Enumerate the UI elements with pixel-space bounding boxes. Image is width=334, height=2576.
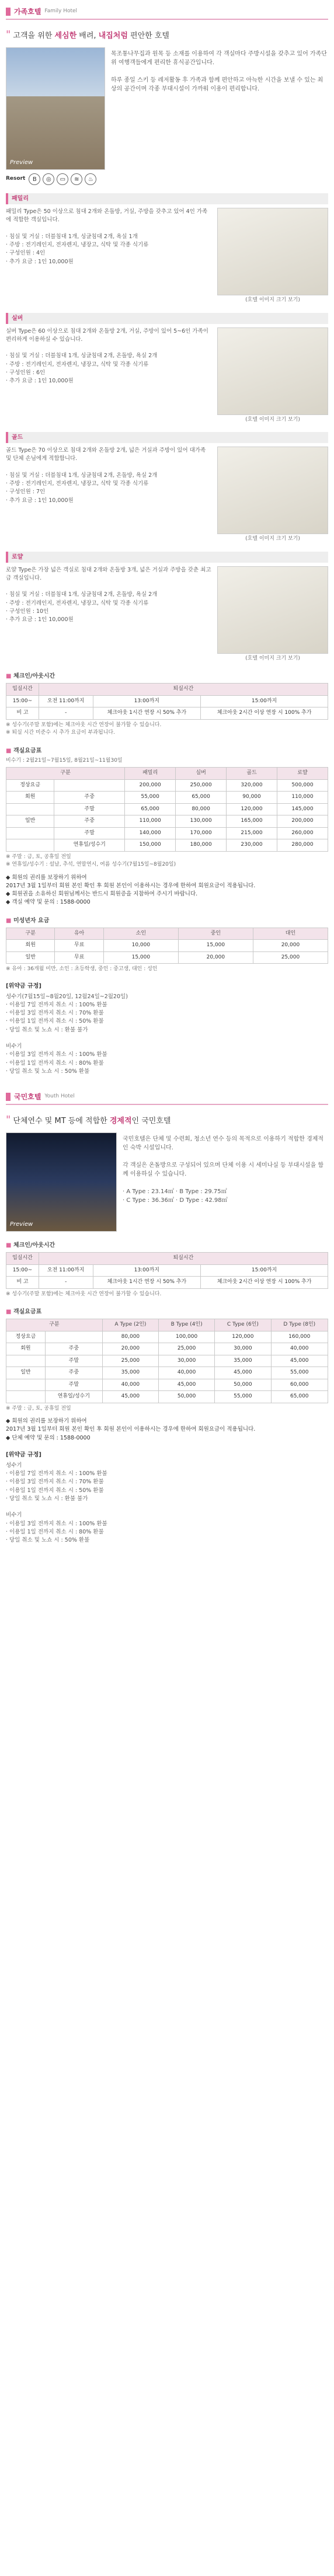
family-checkin-title: ■ 체크인/아웃시간 — [6, 672, 328, 681]
child-cell: 회원 — [6, 940, 55, 952]
tagline-text: 고객을 위한 — [13, 32, 55, 40]
table-row — [6, 951, 328, 964]
child-cell: 무료 — [55, 951, 103, 964]
rate-cell: 일반 — [6, 1367, 46, 1379]
rate-cell: 30,000 — [159, 1355, 215, 1367]
policy-title: [위약금 규정] — [6, 1451, 41, 1458]
resort-label: Resort — [6, 176, 26, 182]
child-cell: 20,000 — [178, 951, 253, 964]
child-cell: 15,000 — [103, 951, 178, 964]
youth-checkin-note: ※ 성수기(주말 포함)에는 체크아웃 시간 연장이 불가할 수 있습니다. — [6, 1291, 162, 1297]
rate-cell: 65,000 — [125, 803, 176, 815]
table-row — [6, 1367, 328, 1379]
family-policy — [6, 982, 328, 1076]
family-hotel-photo[interactable] — [6, 47, 105, 170]
rate-cell — [45, 1331, 102, 1343]
bath-icon: ◎ — [43, 173, 54, 185]
room-photo[interactable] — [217, 327, 328, 415]
rate-cell: 55,000 — [125, 792, 176, 804]
rate-cell: 200,000 — [125, 779, 176, 792]
room-title: 골드 — [6, 432, 328, 443]
kitchen-icon: ♨ — [85, 173, 96, 185]
rate-cell: 20,000 — [102, 1343, 158, 1355]
amenity-icons — [6, 173, 105, 185]
room-title: 패밀리 — [6, 193, 328, 204]
rate-cell: 일반 — [6, 815, 54, 828]
remark-cell: - — [39, 1277, 93, 1289]
rate-cell: 60,000 — [271, 1379, 328, 1391]
quote-icon: " — [6, 1114, 11, 1126]
rate-cell: 50,000 — [215, 1379, 271, 1391]
remark-cell: 체크아웃 1시간 연장 시 50% 추가 — [93, 1277, 201, 1289]
section-subtitle: Youth Hotel — [44, 1093, 75, 1100]
table-row — [6, 1391, 328, 1403]
rate-cell — [6, 1379, 46, 1391]
rate-cell: 65,000 — [176, 792, 227, 804]
checkout-time: 13:00까지 — [93, 695, 201, 707]
rate-cell: 165,000 — [227, 815, 277, 828]
family-tagline — [6, 27, 328, 43]
quote-icon: " — [6, 29, 11, 41]
rate-cell: 연휴일/성수기 — [54, 839, 125, 852]
rate-cell: 주말 — [54, 803, 125, 815]
youth-hotel-header — [6, 1090, 328, 1105]
table-row — [6, 792, 328, 804]
checkout-header: 퇴실시간 — [39, 684, 328, 696]
rate-cell: 50,000 — [159, 1391, 215, 1403]
youth-rates-note: ※ 주말 : 금, 토, 공휴일 전일 — [6, 1405, 71, 1411]
rate-cell: 주중 — [45, 1343, 102, 1355]
family-rates-period: 비수기 : 2월21일~7월15일, 8월21일~11월30일 — [6, 757, 123, 764]
remark-cell: 체크아웃 2시간 이상 연장 시 100% 추가 — [201, 707, 328, 720]
rate-header: A Type (2인) — [102, 1319, 158, 1331]
rate-cell — [6, 1391, 46, 1403]
rate-header: 패밀리 — [125, 768, 176, 780]
child-cell: 20,000 — [253, 940, 328, 952]
rate-cell: 40,000 — [159, 1367, 215, 1379]
rate-cell: 230,000 — [227, 839, 277, 852]
youth-checkin-title: ■ 체크인/아웃시간 — [6, 1241, 328, 1250]
rate-cell: 90,000 — [227, 792, 277, 804]
child-cell: 일반 — [6, 951, 55, 964]
room-list — [6, 193, 328, 663]
family-intro — [6, 47, 328, 185]
table-row — [6, 940, 328, 952]
rate-cell: 35,000 — [215, 1355, 271, 1367]
checkout-time: 15:00까지 — [201, 1264, 328, 1277]
rate-header: 실버 — [176, 768, 227, 780]
room-photo-caption[interactable]: (호텔 이미지 크기 보기) — [245, 536, 300, 542]
table-row — [6, 815, 328, 828]
family-child-note: ※ 유아 : 36개월 미만, 소인 : 초등학생, 중인 : 중고생, 대인 : 성인 — [6, 966, 158, 972]
child-header: 중인 — [178, 928, 253, 940]
room-body — [6, 566, 328, 663]
rate-cell: 500,000 — [277, 779, 328, 792]
table-row — [6, 1379, 328, 1391]
rate-cell: 145,000 — [277, 803, 328, 815]
rate-cell: 정상요금 — [6, 1331, 46, 1343]
tagline-highlight: 세심한 — [54, 32, 77, 40]
rate-cell: 주말 — [45, 1355, 102, 1367]
rate-cell: 45,000 — [271, 1355, 328, 1367]
youth-rates-table — [6, 1319, 328, 1403]
rate-cell: 정상요금 — [6, 779, 54, 792]
rate-cell: 30,000 — [215, 1343, 271, 1355]
rate-cell — [54, 779, 125, 792]
rate-cell: 170,000 — [176, 827, 227, 839]
child-header: 소인 — [103, 928, 178, 940]
rate-cell: 회원 — [6, 1343, 46, 1355]
rate-cell: 주중 — [54, 792, 125, 804]
rate-cell: 35,000 — [102, 1367, 158, 1379]
checkout-header: 퇴실시간 — [39, 1253, 328, 1265]
section-subtitle: Family Hotel — [44, 8, 78, 15]
family-intro-text: 목조통나무집과 원목 등 소재를 이용하여 각 객실마다 주방시설을 갖추고 있어 가족단위 여행객들에게 편리한 휴식공간입니다. 하루 종일 스키 등 레저활동 후 가족과 함께 편안하고 아늑한 시간을 보낼 수 있는 최상의 공간이며 각종 부대시설이 가까워 이용이 편리합니다. — [111, 51, 327, 92]
rate-cell: 25,000 — [102, 1355, 158, 1367]
section-bullet-icon — [6, 1093, 11, 1101]
rate-cell: 45,000 — [159, 1379, 215, 1391]
tv-icon: ▭ — [57, 173, 68, 185]
room-block — [6, 313, 328, 424]
child-header: 유아 — [55, 928, 103, 940]
room-photo-caption[interactable]: (호텔 이미지 크기 보기) — [245, 655, 300, 661]
rate-cell: 320,000 — [227, 779, 277, 792]
rate-header: 구분 — [6, 768, 125, 780]
remark-cell: - — [39, 707, 93, 720]
table-row — [6, 779, 328, 792]
tagline-highlight: 내집처럼 — [98, 32, 128, 40]
rate-cell: 140,000 — [125, 827, 176, 839]
checkout-time: 오전 11:00까지 — [39, 1264, 93, 1277]
child-cell: 15,000 — [178, 940, 253, 952]
table-row — [6, 1331, 328, 1343]
table-row — [6, 839, 328, 852]
family-member-notice: ◆ 회원의 권리를 보장하기 위하여 2017년 3월 1일부터 회원 본인 확인 후 회원 본인이 이용하시는 경우에 한하여 회원요금이 적용됩니다. ◆ 회원권을 소유하신 회원님께서는 반드시 회원증을 지참하여 주시기 바랍니다. ◆ 객실 예약 및 문의 : 1588-0000 — [6, 874, 256, 906]
rate-cell — [6, 839, 54, 852]
room-title: 실버 — [6, 313, 328, 324]
checkout-time: 13:00까지 — [93, 1264, 201, 1277]
rate-cell: 250,000 — [176, 779, 227, 792]
rate-cell: 80,000 — [102, 1331, 158, 1343]
rate-cell: 110,000 — [277, 792, 328, 804]
policy-lines: 성수기 · 이용일 7일 전까지 취소 시 : 100% 환불 · 이용일 3일 전까지 취소 시 : 70% 환불 · 이용일 1일 전까지 취소 시 : 50% 환불 · 당일 취소 및 노쇼 시 : 환불 불가 비수기 · 이용일 3일 전까지 취소 시 : 100% 환불 · 이용일 1일 전까지 취소 시 : 80% 환불 · 당일 취소 및 노쇼 시 : 50% 환불 — [6, 1462, 107, 1543]
rate-header: 골드 — [227, 768, 277, 780]
table-row — [6, 827, 328, 839]
rate-cell: 주중 — [54, 815, 125, 828]
rate-cell: 주중 — [45, 1367, 102, 1379]
rate-cell — [6, 1355, 46, 1367]
rate-cell: 180,000 — [176, 839, 227, 852]
remark-cell: 체크아웃 2시간 이상 연장 시 100% 추가 — [201, 1277, 328, 1289]
remark-cell: 체크아웃 1시간 연장 시 50% 추가 — [93, 707, 201, 720]
child-cell: 25,000 — [253, 951, 328, 964]
rate-cell — [6, 827, 54, 839]
room-photo-caption[interactable]: (호텔 이미지 크기 보기) — [245, 297, 300, 303]
youth-intro-text: 국민호텔은 단체 및 수련회, 청소년 연수 등의 목적으로 이용하기 적합한 경제적인 숙박 시설입니다. 각 객실은 온돌방으로 구성되어 있으며 단체 이용 시 세미나실 등 부대시설을 함께 이용하실 수 있습니다. · A Type : 23.14㎡ · B Type : 29.75㎡ · C Type : 36.36㎡ · D Type : 42.98㎡ — [123, 1136, 324, 1204]
youth-intro — [6, 1132, 328, 1232]
family-rates-table — [6, 767, 328, 852]
section-title: 국민호텔 — [14, 1093, 41, 1101]
rate-cell: 80,000 — [176, 803, 227, 815]
family-child-table — [6, 928, 328, 964]
family-checkin-table — [6, 683, 328, 720]
room-description: 패밀리 Type은 50 이상으로 침대 2개와 온돌방, 거실, 주방을 갖추고 있어 4인 가족에 적합한 객실입니다. · 침실 및 거실 : 더블침대 1개, 싱글침대 2개, 욕실 1개 · 주방 : 전기레인지, 전자렌지, 냉장고, 식탁 및 각종 식기류 · 구성인원 : 4인 · 추가 요금 : 1인 10,000원 — [6, 208, 208, 265]
policy-lines: 성수기(7월15일~8월20일, 12월24일~2월20일) · 이용일 7일 전까지 취소 시 : 100% 환불 · 이용일 3일 전까지 취소 시 : 70% 환불 · 이용일 1일 전까지 취소 시 : 50% 환불 · 당일 취소 및 노쇼 시 : 환불 불가 비수기 · 이용일 3일 전까지 취소 시 : 100% 환불 · 이용일 1일 전까지 취소 시 : 80% 환불 · 당일 취소 및 노쇼 시 : 50% 환불 — [6, 993, 128, 1075]
rate-cell: 100,000 — [159, 1331, 215, 1343]
rate-header: B Type (4인) — [159, 1319, 215, 1331]
room-block — [6, 432, 328, 543]
room-description: 실버 Type은 60 이상으로 침대 2개와 온돌방 2개, 거실, 주방이 있어 5~6인 가족이 편리하게 이용하실 수 있습니다. · 침실 및 거실 : 더블침대 1개, 싱글침대 2개, 온돌방, 욕실 2개 · 주방 : 전기레인지, 전자렌지, 냉장고, 식탁 및 각종 식기류 · 구성인원 : 6인 · 추가 요금 : 1인 10,000원 — [6, 327, 208, 384]
checkin-header: 입실시간 — [6, 684, 39, 696]
family-checkin-note: ※ 성수기(주말 포함)에는 체크아웃 시간 연장이 불가할 수 있습니다. ※ 퇴실 시간 미준수 시 추가 요금이 부과됩니다. — [6, 721, 162, 735]
rate-cell: 120,000 — [215, 1331, 271, 1343]
section-bullet-icon — [6, 8, 11, 16]
tagline-text: 단체연수 및 MT 등에 적합한 — [13, 1117, 110, 1125]
rate-cell: 25,000 — [159, 1343, 215, 1355]
rate-cell: 주말 — [54, 827, 125, 839]
youth-hotel-photo[interactable] — [6, 1132, 117, 1232]
rate-header: 구분 — [6, 1319, 103, 1331]
remark-label: 비 고 — [6, 707, 39, 720]
rate-cell: 110,000 — [125, 815, 176, 828]
rate-header: 로얄 — [277, 768, 328, 780]
rate-cell: 130,000 — [176, 815, 227, 828]
room-body — [6, 208, 328, 305]
tagline-text: 인 국민호텔 — [131, 1117, 171, 1125]
rate-cell: 200,000 — [277, 815, 328, 828]
remark-label: 비 고 — [6, 1277, 39, 1289]
rate-cell: 40,000 — [271, 1343, 328, 1355]
rate-cell — [6, 803, 54, 815]
family-rates-note: ※ 주말 : 금, 토, 공휴일 전일 ※ 연휴일/성수기 : 설날, 추석, 연말연시, 여름 성수기(7월15일~8월20일) — [6, 853, 176, 867]
rate-cell: 280,000 — [277, 839, 328, 852]
child-header: 구분 — [6, 928, 55, 940]
preview-label: Preview — [10, 1221, 33, 1228]
rate-cell: 120,000 — [227, 803, 277, 815]
child-header: 대인 — [253, 928, 328, 940]
room-photo[interactable] — [217, 566, 328, 654]
family-child-title: ■ 미성년자 요금 — [6, 916, 328, 925]
youth-policy — [6, 1451, 328, 1545]
room-title: 로얄 — [6, 552, 328, 563]
rate-cell: 260,000 — [277, 827, 328, 839]
room-photo[interactable] — [217, 208, 328, 295]
checkout-time: 오전 11:00까지 — [39, 695, 93, 707]
rate-cell: 연휴일/성수기 — [45, 1391, 102, 1403]
room-body — [6, 447, 328, 543]
room-photo[interactable] — [217, 447, 328, 534]
tagline-text: 편안한 호텔 — [127, 32, 169, 40]
policy-title: [위약금 규정] — [6, 982, 41, 989]
rate-cell: 215,000 — [227, 827, 277, 839]
rate-cell: 회원 — [6, 792, 54, 804]
checkout-time: 15:00까지 — [201, 695, 328, 707]
room-photo-caption[interactable]: (호텔 이미지 크기 보기) — [245, 416, 300, 423]
checkin-header: 입실시간 — [6, 1253, 39, 1265]
preview-label: Preview — [10, 159, 33, 166]
room-block — [6, 552, 328, 663]
youth-tagline — [6, 1112, 328, 1128]
room-description: 골드 Type은 70 이상으로 침대 2개와 온돌방 2개, 넓은 거실과 주방이 있어 대가족 및 단체 손님에게 적합합니다. · 침실 및 거실 : 더블침대 1개, 싱글침대 2개, 온돌방, 욕실 2개 · 주방 : 전기레인지, 전자렌지, 냉장고, 식탁 및 각종 식기류 · 구성인원 : 7인 · 추가 요금 : 1인 10,000원 — [6, 447, 206, 504]
rate-cell: 40,000 — [102, 1379, 158, 1391]
youth-member-notice: ◆ 회원의 권리를 보장하기 위하여 2017년 3월 1일부터 회원 본인 확인 후 회원 본인이 이용하시는 경우에 한하여 회원요금이 적용됩니다. ◆ 단체 예약 및 문의 : 1588-0000 — [6, 1418, 256, 1441]
table-row — [6, 803, 328, 815]
rate-cell: 주말 — [45, 1379, 102, 1391]
rate-cell: 150,000 — [125, 839, 176, 852]
rate-cell: 65,000 — [271, 1391, 328, 1403]
youth-checkin-table — [6, 1252, 328, 1289]
wifi-icon: ≋ — [71, 173, 82, 185]
tagline-highlight: 경제적 — [109, 1117, 132, 1125]
rate-cell: 55,000 — [215, 1391, 271, 1403]
rate-header: D Type (8인) — [271, 1319, 328, 1331]
table-row — [6, 1355, 328, 1367]
table-row — [6, 1343, 328, 1355]
checkin-time: 15:00~ — [6, 1264, 39, 1277]
family-rates-title: ■ 객실요금표 — [6, 747, 328, 755]
rate-cell: 45,000 — [215, 1367, 271, 1379]
section-title: 가족호텔 — [14, 8, 41, 16]
bed-icon: B — [29, 173, 40, 185]
tagline-text: 배려, — [76, 32, 99, 40]
room-body — [6, 327, 328, 424]
rate-header: C Type (6인) — [215, 1319, 271, 1331]
rate-cell: 55,000 — [271, 1367, 328, 1379]
family-hotel-header — [6, 5, 328, 20]
child-cell: 무료 — [55, 940, 103, 952]
rate-cell: 45,000 — [102, 1391, 158, 1403]
child-cell: 10,000 — [103, 940, 178, 952]
rate-cell: 160,000 — [271, 1331, 328, 1343]
room-block — [6, 193, 328, 305]
youth-rates-title: ■ 객실요금표 — [6, 1308, 328, 1316]
checkin-time: 15:00~ — [6, 695, 39, 707]
room-description: 로얄 Type은 가장 넓은 객실로 침대 2개와 온돌방 3개, 넓은 거실과 주방을 갖춘 최고급 객실입니다. · 침실 및 거실 : 더블침대 1개, 싱글침대 2개, 온돌방, 욕실 2개 · 주방 : 전기레인지, 전자렌지, 냉장고, 식탁 및 각종 식기류 · 구성인원 : 10인 · 추가 요금 : 1인 10,000원 — [6, 566, 211, 623]
